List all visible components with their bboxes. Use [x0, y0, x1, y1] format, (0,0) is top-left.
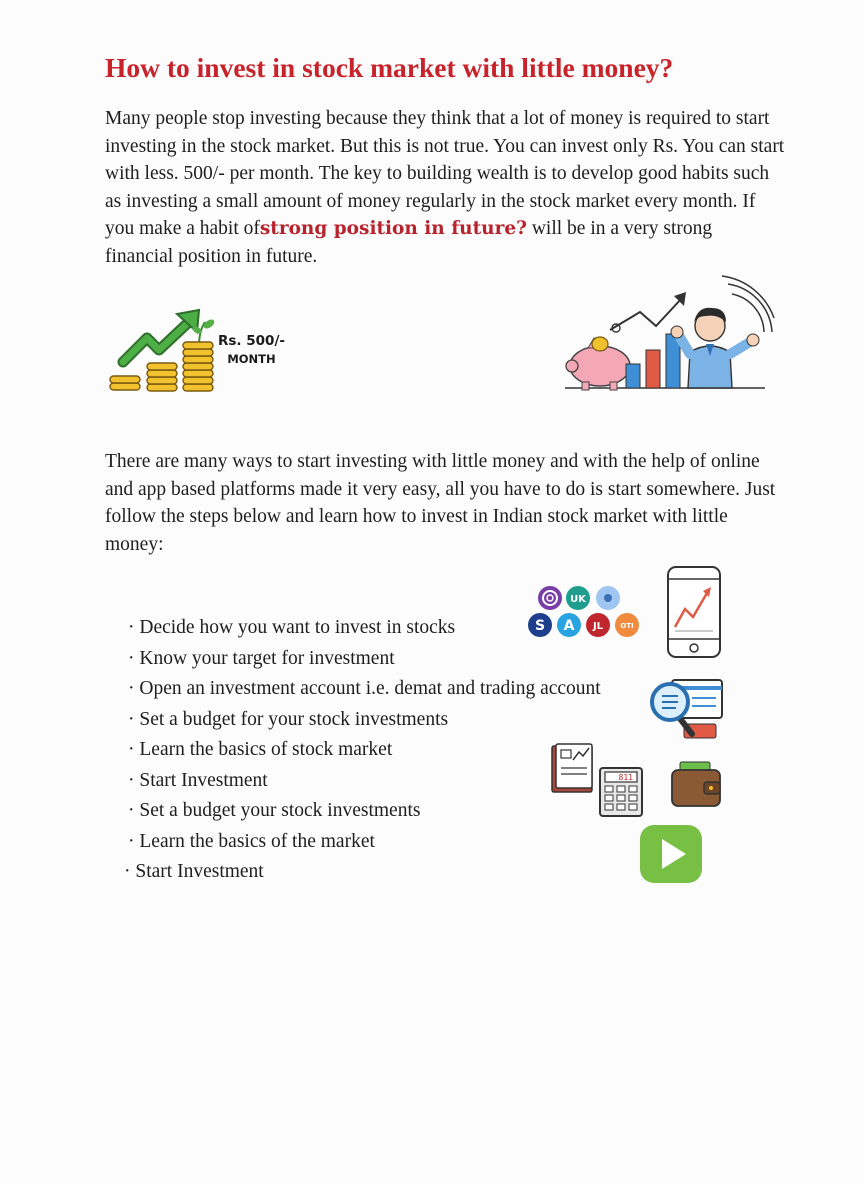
bar-chart-icon [626, 334, 680, 388]
list-item: · Learn the basics of stock market [128, 735, 601, 766]
svg-text:JL: JL [592, 621, 604, 632]
ledger-book-icon [549, 742, 597, 796]
investor-person-icon [671, 308, 759, 388]
play-store-icon [638, 823, 704, 885]
jl-app-icon [586, 613, 610, 637]
a-app-icon [557, 613, 581, 637]
list-item: · Set a budget for your stock investments [128, 705, 601, 736]
intro-paragraph [105, 105, 785, 270]
uk-app-icon [566, 586, 590, 610]
magnifier-document-icon [648, 676, 726, 744]
steps-intro-paragraph: There are many ways to start investing with little money and with the help of online and app based platforms made it very easy, all you have to do is start somewhere. Just follow the steps below and learn how to invest in Indian stock market with little money: [105, 451, 776, 555]
calculator-icon [598, 766, 644, 818]
list-item: · Open an investment account i.e. demat and trading account [128, 674, 601, 705]
small-app-icon [596, 586, 620, 610]
piggy-bank-icon [566, 337, 630, 390]
article-title: How to invest in stock market with little money? [105, 52, 674, 83]
svg-text:A: A [563, 618, 575, 634]
amount-label: Rs. 500/- [218, 333, 285, 349]
list-item: · Learn the basics of the market [128, 827, 601, 858]
smartphone-chart-icon [665, 565, 723, 659]
list-item: · Set a budget your stock investments [128, 796, 601, 827]
s-app-icon [528, 613, 552, 637]
spiral-app-icon [538, 586, 562, 610]
svg-text:OTI: OTI [620, 622, 634, 630]
intro-text-end: will be in a very strong financial position in future. [105, 218, 713, 267]
broker-app-logos [526, 584, 642, 642]
list-item: · Start Investment [128, 766, 601, 797]
svg-text:S: S [534, 618, 546, 634]
intro-highlight: strong position in future? [259, 218, 527, 239]
steps-list [128, 613, 601, 888]
growth-illustration [560, 272, 775, 392]
period-label: MONTH [227, 352, 276, 366]
coins-growth-illustration [105, 306, 225, 396]
list-item: · Start Investment [124, 857, 601, 888]
intro-text: Many people stop investing because they think that a lot of money is required to start investing in the stock market. But this is not true. You can invest only Rs. You can start with less. 500/- per month. The key to building wealth is to develop good habits such as investing a small amount of money regularly in the stock market every month. If you make a habit of [105, 108, 785, 239]
list-item: · Decide how you want to invest in stocks [128, 613, 601, 644]
signal-waves-icon [722, 276, 774, 332]
wallet-icon [670, 758, 724, 808]
svg-text:UK: UK [570, 594, 586, 605]
monthly-amount-caption [218, 333, 285, 366]
oti-app-icon [615, 613, 639, 637]
list-item: · Know your target for investment [128, 644, 601, 675]
svg-text:811: 811 [618, 773, 633, 782]
